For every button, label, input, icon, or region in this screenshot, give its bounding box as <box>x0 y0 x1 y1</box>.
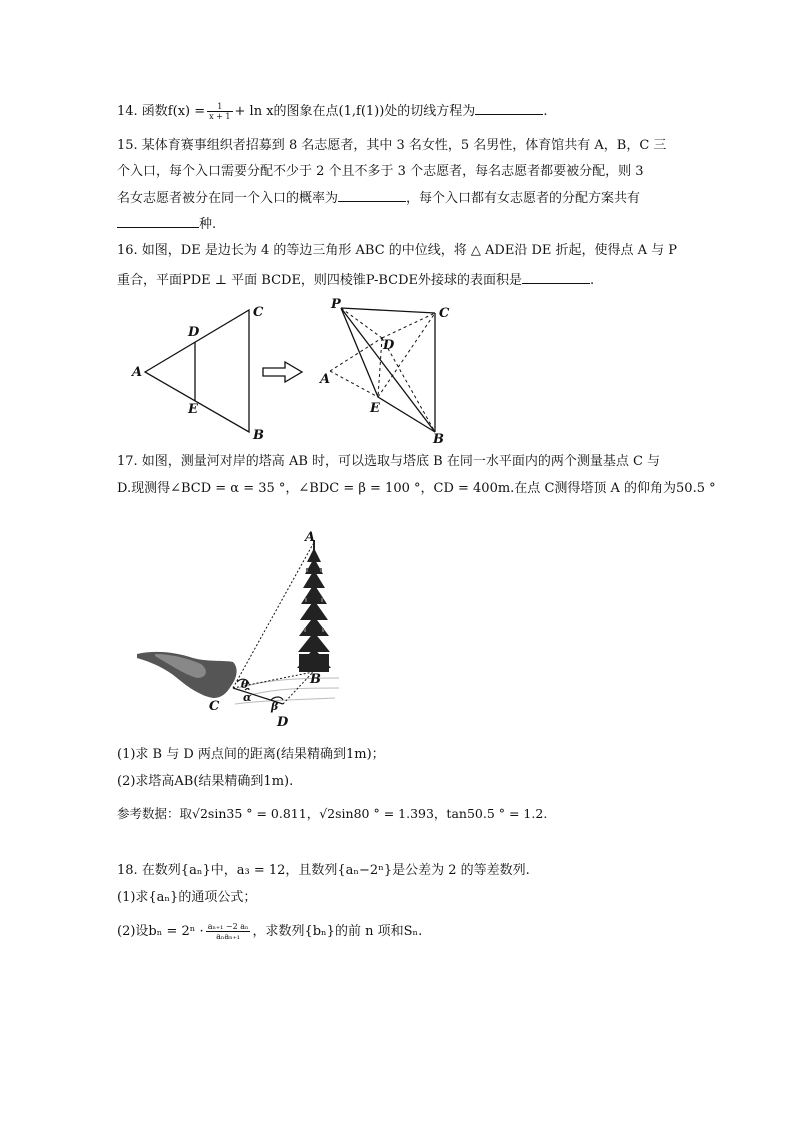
q15-line-4 <box>117 215 216 233</box>
q16-fold-arrow-icon <box>263 362 302 382</box>
q14-end: . <box>543 104 548 119</box>
q15-line-4-text: 种. <box>199 217 217 232</box>
q17-pagoda-icon <box>297 540 331 672</box>
q18-frac-num: aₙ₊₁ −2 aₙ <box>207 922 249 931</box>
q18-frac-den: aₙaₙ₊₁ <box>216 932 241 941</box>
q16-left-label-B: B <box>253 428 264 443</box>
q17-label-D: D <box>277 715 289 730</box>
q15-line-2: 个入口，每个入口需要分配不少于 2 个且不多于 3 个志愿者，每名志愿者都要被分配，则 3 <box>117 164 644 179</box>
q16-line-2b: . <box>590 273 595 288</box>
q18-sub-1: (1)求{aₙ}的通项公式； <box>117 890 257 905</box>
q17-line-2: D.现测得∠BCD = α = 35 °，∠BDC = β = 100 °，CD = 400m.在点 C测得塔顶 A 的仰角为50.5 ° <box>117 481 716 496</box>
q18-line-1: 18. 在数列{aₙ}中，a₃ = 12，且数列{aₙ−2ⁿ}是公差为 2 的等差数列. <box>117 863 530 878</box>
q16-right-label-E: E <box>370 401 380 416</box>
q17-label-B: B <box>310 672 321 687</box>
q15-line-1: 15. 某体育赛事组织者招募到 8 名志愿者，其中 3 名女性，5 名男性，体育馆共有 A，B，C 三 <box>117 138 667 153</box>
q16-right-label-B: B <box>433 432 444 447</box>
q16-left-label-A: A <box>132 365 143 380</box>
q17-label-theta: θ <box>241 678 249 691</box>
q15-line-3b: ，每个入口都有女志愿者的分配方案共有 <box>406 191 641 206</box>
q16-left-label-C: C <box>253 305 264 320</box>
q14-suffix: + ln x的图象在点(1,f(1))处的切线方程为 <box>234 104 476 119</box>
q14-answer-blank[interactable] <box>475 102 543 115</box>
q16-left-label-D: D <box>188 325 200 340</box>
q18-sub-2-suffix: ，求数列{bₙ}的前 n 项和Sₙ. <box>252 924 423 939</box>
q16-right-label-D: D <box>383 338 395 353</box>
q17-sub-2: (2)求塔高AB(结果精确到1m). <box>117 774 294 789</box>
q16-line-1: 16. 如图，DE 是边长为 4 的等边三角形 ABC 的中位线，将 △ ADE沿 DE 折起，使得点 A 与 P <box>117 243 678 258</box>
q16-left-label-E: E <box>188 402 198 417</box>
q16-answer-blank[interactable] <box>522 271 590 284</box>
q14-line <box>117 102 547 121</box>
q17-label-alpha: α <box>243 691 252 704</box>
q17-river-bank <box>137 652 237 698</box>
q17-label-A: A <box>305 530 316 545</box>
q17-line-1: 17. 如图，测量河对岸的塔高 AB 时，可以选取与塔底 B 在同一水平面内的两个测量基点 C 与 <box>117 454 661 469</box>
q18-sub-2 <box>117 922 422 941</box>
q16-right-label-C: C <box>439 306 450 321</box>
q18-sub-2-prefix: (2)设bₙ = 2ⁿ · <box>117 924 204 939</box>
q16-figure <box>125 298 465 448</box>
q14-prefix: 14. 函数f(x) = <box>117 104 206 119</box>
q17-reference-data: 参考数据：取√2sin35 ° = 0.811，√2sin80 ° = 1.393，tan50.5 ° = 1.2. <box>117 806 548 821</box>
q14-frac-den: x + 1 <box>209 112 231 121</box>
q17-label-beta: β <box>271 700 279 713</box>
q16-right-label-A: A <box>320 372 331 387</box>
q16-line-2 <box>117 271 594 289</box>
q16-right-hidden-edges <box>330 308 435 432</box>
q15-answer-blank-1[interactable] <box>338 189 406 202</box>
q15-answer-blank-2[interactable] <box>117 215 199 228</box>
q15-line-3a: 名女志愿者被分在同一个入口的概率为 <box>117 191 339 206</box>
q14-frac-num: 1 <box>207 102 232 112</box>
q14-fraction <box>207 102 232 121</box>
q17-sub-1: (1)求 B 与 D 两点间的距离(结果精确到1m)； <box>117 747 385 762</box>
q16-line-2a: 重合，平面PDE ⊥ 平面 BCDE，则四棱锥P-BCDE外接球的表面积是 <box>117 273 523 288</box>
q16-right-pyramid <box>341 308 435 432</box>
q17-label-C: C <box>209 699 220 714</box>
q17-figure <box>135 528 345 738</box>
q15-line-3 <box>117 189 640 207</box>
q18-fraction <box>206 922 251 941</box>
q16-right-label-P: P <box>331 298 341 312</box>
